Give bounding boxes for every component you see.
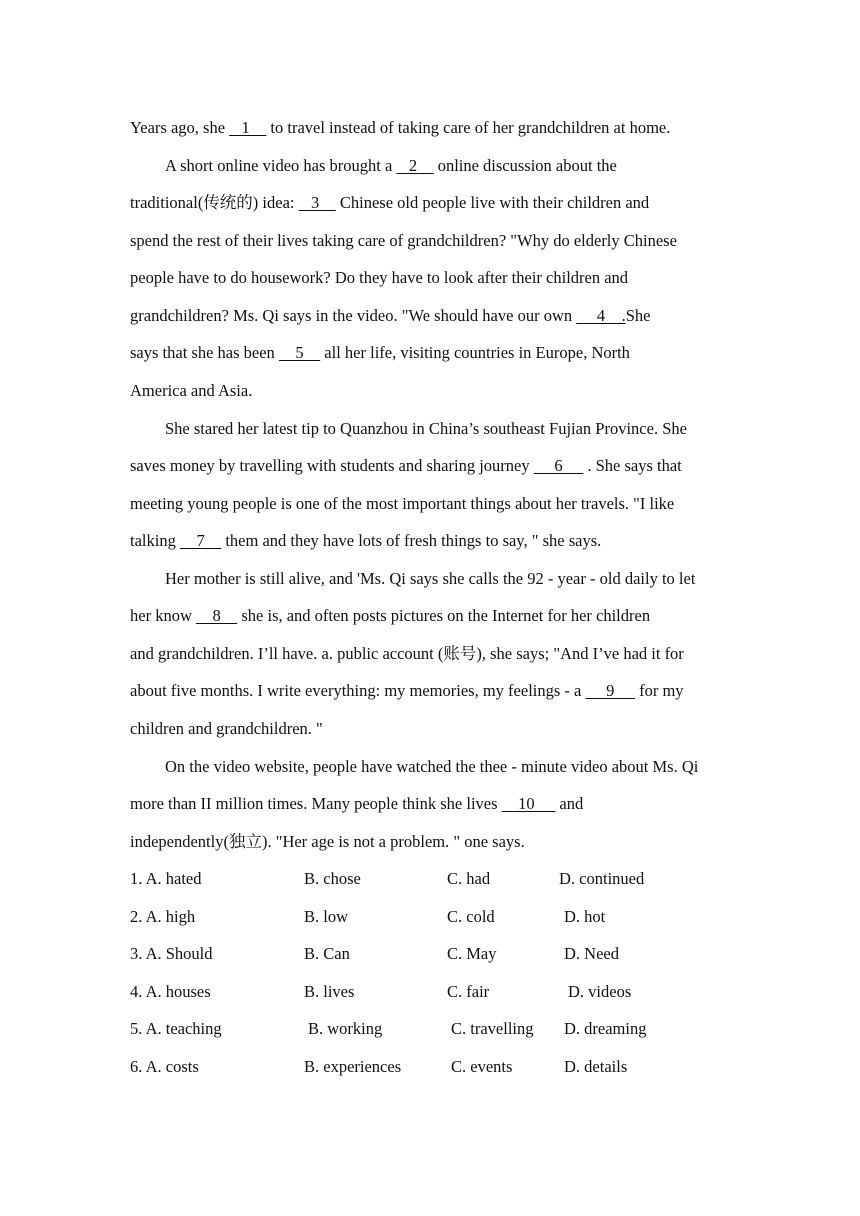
text: Chinese old people live with their children and: [339, 193, 650, 212]
passage-line: [130, 342, 630, 364]
text: to travel instead of taking care of her grandchildren at home.: [270, 118, 671, 137]
blank-2: 2: [396, 156, 434, 175]
text: . She says that: [587, 456, 682, 475]
text: saves money by travelling with students and sharing journey: [130, 456, 530, 475]
blank-5: 5: [278, 343, 321, 362]
option-a: 3. A. Should: [130, 944, 213, 963]
option-d: D. dreaming: [564, 1019, 647, 1038]
text: about five months. I write everything: my memories, my feelings - a: [130, 681, 582, 700]
option-c: C. events: [451, 1057, 513, 1076]
option-b: B. chose: [304, 869, 361, 888]
text: A short online video has brought a: [165, 156, 393, 175]
option-b: B. experiences: [304, 1057, 402, 1076]
blank-4: 4 .: [576, 306, 626, 325]
text: she is, and often posts pictures on the Internet for her children: [241, 606, 651, 625]
text: says that she has been: [130, 343, 275, 362]
passage-line: [130, 455, 682, 477]
passage-line: She stared her latest tip to Quanzhou in China’s southeast Fujian Province. She: [165, 419, 687, 438]
passage-line: [130, 680, 684, 702]
option-c: C. had: [447, 869, 491, 888]
blank-6: 6: [533, 456, 584, 475]
text: traditional(传统的) idea:: [130, 193, 295, 212]
option-c: C. travelling: [451, 1019, 534, 1038]
text: her know: [130, 606, 192, 625]
option-a: 2. A. high: [130, 907, 196, 926]
passage-line: On the video website, people have watched the thee - minute video about Ms. Qi: [165, 757, 699, 776]
blank-10: 10: [501, 794, 556, 813]
passage-line: [130, 305, 650, 327]
option-a: 6. A. costs: [130, 1057, 199, 1076]
text: all her life, visiting countries in Europe, North: [324, 343, 630, 362]
option-d: D. Need: [564, 944, 619, 963]
text: grandchildren? Ms. Qi says in the video. "We should have our own: [130, 306, 573, 325]
passage-line: Her mother is still alive, and 'Ms. Qi says she calls the 92 - year - old daily to let: [165, 569, 696, 588]
passage-line: [165, 155, 617, 177]
passage-line: [130, 605, 650, 627]
option-a: 5. A. teaching: [130, 1019, 222, 1038]
passage-line: children and grandchildren. ": [130, 719, 323, 738]
blank-3: 3: [298, 193, 336, 212]
text: Years ago, she: [130, 118, 226, 137]
text: talking: [130, 531, 176, 550]
text: for my: [639, 681, 684, 700]
option-d: D. continued: [559, 869, 645, 888]
option-b: B. working: [308, 1019, 383, 1038]
option-a: 1. A. hated: [130, 869, 202, 888]
option-d: D. hot: [564, 907, 606, 926]
text: online discussion about the: [437, 156, 617, 175]
blank-7: 7: [179, 531, 222, 550]
option-b: B. Can: [304, 944, 350, 963]
option-c: C. cold: [447, 907, 495, 926]
text: more than II million times. Many people think she lives: [130, 794, 498, 813]
blank-1: 1: [229, 118, 267, 137]
option-c: C. May: [447, 944, 497, 963]
text: and: [559, 794, 584, 813]
blank-8: 8: [195, 606, 238, 625]
option-b: B. low: [304, 907, 349, 926]
text: them and they have lots of fresh things to say, " she says.: [225, 531, 602, 550]
passage-line: [130, 192, 649, 214]
passage-line: and grandchildren. I’ll have. a. public account (账号), she says; "And I’ve had it for: [130, 644, 684, 663]
passage-line: meeting young people is one of the most important things about her travels. "I like: [130, 494, 675, 513]
passage-line: [130, 117, 670, 139]
passage-line: America and Asia.: [130, 381, 253, 400]
option-c: C. fair: [447, 982, 490, 1001]
option-d: D. details: [564, 1057, 628, 1076]
passage-line: [130, 530, 601, 552]
passage-line: spend the rest of their lives taking care of grandchildren? "Why do elderly Chinese: [130, 231, 677, 250]
option-b: B. lives: [304, 982, 355, 1001]
option-d: D. videos: [568, 982, 632, 1001]
passage-line: [130, 793, 583, 815]
passage-line: people have to do housework? Do they have to look after their children and: [130, 268, 629, 287]
passage-line: independently(独立). "Her age is not a problem. " one says.: [130, 832, 525, 851]
blank-9: 9: [585, 681, 635, 700]
text: She: [625, 306, 651, 325]
option-a: 4. A. houses: [130, 982, 211, 1001]
